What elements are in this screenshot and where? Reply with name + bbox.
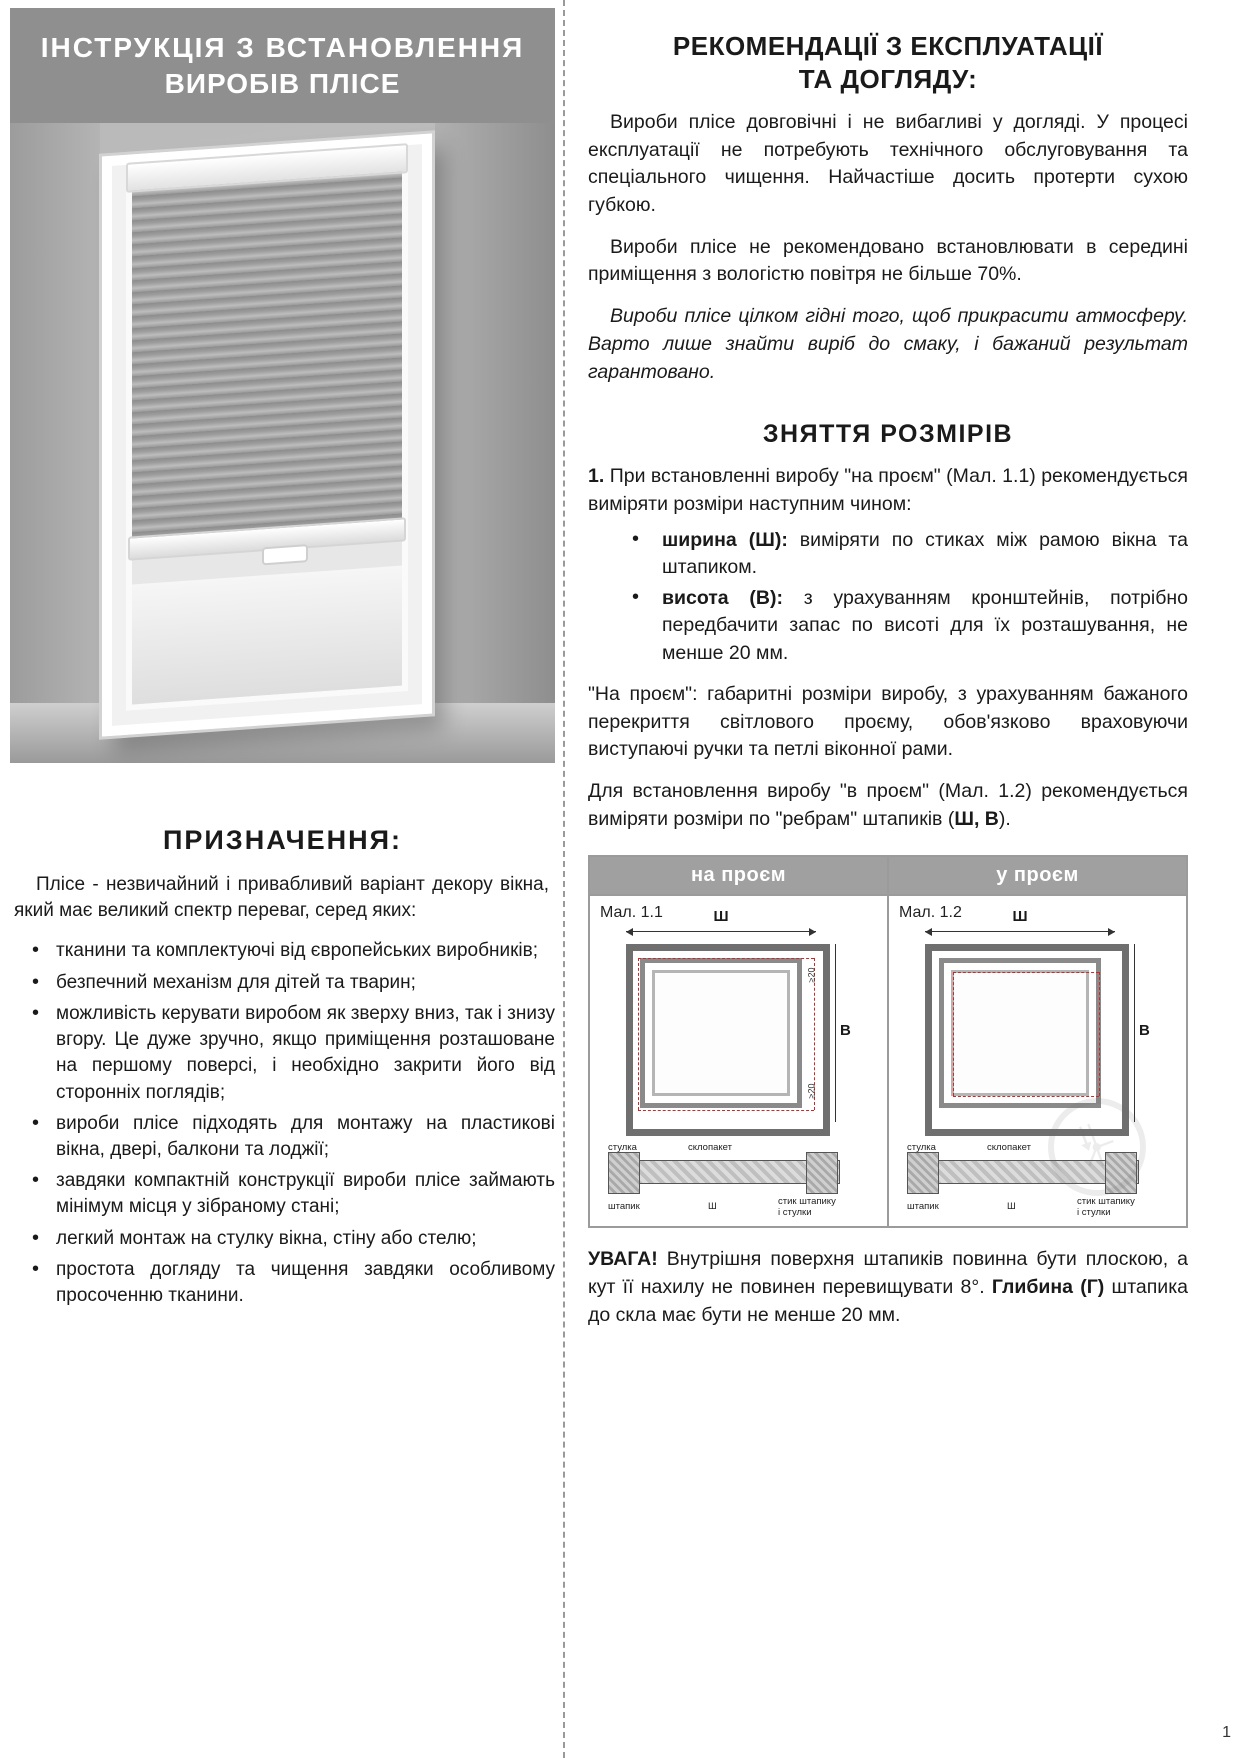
recommendations-heading-line-2: ТА ДОГЛЯДУ: [798, 63, 978, 94]
list-item: • безпечний механізм для дітей та тварин; [10, 970, 555, 996]
measurement-item-label: висота (В): [662, 587, 783, 610]
page-number: 1 [1222, 1724, 1231, 1741]
measurement-paragraph-3-c: ). [998, 807, 1011, 830]
measurement-paragraph-3-a: Для встановлення виробу "в проєм" (Мал. 1.2) рекомендується виміряти розміри по "ребрам" штапиків ( [588, 780, 1188, 830]
column-divider [563, 0, 565, 1758]
section-label-glass: склопакет [987, 1142, 1031, 1154]
photo-wall-left [10, 123, 100, 763]
recommendations-paragraph-1: Вироби пліcе довговічні і не вибагливі у догляді. У процесі експлуатації не потребують технічного обслуговування та спеціального чищення. Найчастіше досить протерти сухою губкою. [588, 111, 1188, 217]
list-item: • можливість керувати виробом як зверху вниз, так і знизу вгору. Це дуже зручно, якщо приміщення розташоване на першому поверсі, і необхідно закрити його від сторонніх поглядів; [10, 1001, 555, 1106]
attention-note [588, 1246, 1188, 1329]
list-item: • легкий монтаж на стулку вікна, стіну або стелю; [10, 1226, 555, 1252]
measurement-intro-number: 1. [588, 465, 605, 488]
title-line-1: ІНСТРУКЦІЯ З ВСТАНОВЛЕННЯ [40, 31, 525, 63]
figure-1-1 [590, 896, 887, 1226]
figure-1-1-label: Мал. 1.1 [600, 904, 663, 922]
purpose-heading: ПРИЗНАЧЕННЯ: [162, 825, 403, 855]
measurement-intro-text: При встановленні виробу "на проєм" (Мал. 1.1) рекомендується виміряти розміри наступним чином: [588, 465, 1188, 515]
overlay-line-right [1099, 972, 1100, 1096]
product-photo [10, 123, 555, 763]
purpose-list [10, 938, 555, 1309]
overlay-line-left [638, 958, 639, 1110]
measurement-paragraph-3 [588, 778, 1188, 833]
section-label-stulka: стулка [608, 1142, 637, 1154]
list-item: • вироби пліcе підходять для монтажу на пластикові вікна, двері, балкони та лоджії; [10, 1111, 555, 1163]
section-label-shtapik: штапик [608, 1201, 640, 1213]
recommendations-heading-line-1: РЕКОМЕНДАЦІЇ З ЕКСПЛУАТАЦІЇ [672, 31, 1104, 61]
right-column [588, 30, 1188, 1330]
height-dimension-line [835, 944, 836, 1122]
attention-label: УВАГА! [588, 1248, 658, 1271]
gap-label-bottom: ≥20 [806, 1084, 817, 1099]
figure-1-2 [889, 896, 1186, 1226]
figure-header-left: на проєм [590, 857, 887, 894]
window-inner [126, 159, 408, 711]
height-dimension-line [1134, 944, 1135, 1122]
recommendations-paragraph-2: Вироби пліcе не рекомендовано встановлювати в середині приміщення з вологістю повітря не більше 70%. [588, 235, 1188, 286]
measurement-list [588, 527, 1188, 667]
section-label-stulka: стулка [907, 1142, 936, 1154]
section-sash-left [907, 1152, 939, 1194]
overlay-line-top [953, 972, 1099, 973]
height-label: В [840, 1022, 851, 1040]
section-label-width: Ш [1007, 1201, 1016, 1213]
gap-label-top: ≥20 [806, 968, 817, 983]
pleated-blind-fabric [132, 166, 402, 545]
list-item: • тканини та комплектуючі від європейських виробників; [10, 938, 555, 964]
section-label-width: Ш [708, 1201, 717, 1213]
width-dimension-line [925, 931, 1115, 932]
document-title-band [10, 8, 555, 123]
blind-handle [262, 544, 308, 565]
height-label: В [1139, 1022, 1150, 1040]
section-detail [608, 1142, 838, 1219]
overlay-line-bottom [953, 1096, 1099, 1097]
measurement-item-text: виміряти по стиках між рамою вікна та штапиком. [662, 528, 1188, 578]
window-schematic [626, 944, 816, 1122]
figure-cell-right [888, 856, 1187, 895]
figure-1-2-width-dim [925, 908, 1115, 940]
list-item [588, 527, 1188, 582]
measurement-heading: ЗНЯТТЯ РОЗМІРІВ [762, 420, 1014, 449]
left-column [10, 8, 555, 1748]
purpose-intro: Пліcе - незвичайний і привабливий варіант декору вікна, який має великий спектр переваг, серед яких: [14, 874, 549, 922]
measurement-intro [588, 463, 1188, 518]
figure-1-1-width-dim [626, 908, 816, 940]
window-illustration [102, 133, 432, 736]
section-sash-left [608, 1152, 640, 1194]
width-label: Ш [1012, 908, 1028, 926]
width-label: Ш [713, 908, 729, 926]
figure-1-2-height-dim [1125, 944, 1150, 1122]
section-label-stik: стик штапику і стулки [778, 1196, 836, 1219]
measurement-item-label: ширина (Ш): [662, 528, 788, 551]
measurement-paragraph-2: "На проєм": габаритні розміри виробу, з урахуванням бажаного перекриття світлового проєму, обов'язково враховуючи виступаючі ручки та петлі віконної рами. [588, 683, 1188, 761]
section-label-shtapik: штапик [907, 1201, 939, 1213]
measurement-paragraph-3-bold: Ш, В [954, 807, 999, 830]
attention-text: Внутрішня поверхня штапиків повинна бути плоскою, а кут її нахилу не повинен перевищувати 8°. [588, 1248, 1188, 1299]
window-glazing [652, 970, 790, 1096]
list-item: • простота догляду та чищення завдяки особливому просоченню тканини. [10, 1257, 555, 1309]
figure-1-2-label: Мал. 1.2 [899, 904, 962, 922]
overlay-line-top [638, 958, 814, 959]
overlay-line-left [953, 972, 954, 1096]
figures-table [588, 855, 1188, 1228]
list-item: • завдяки компактній конструкції вироби пліcе займають мінімум місця у зібраному стані; [10, 1168, 555, 1220]
section-sash-right [806, 1152, 838, 1194]
photo-wall-right [435, 123, 555, 763]
recommendations-paragraph-3: Вироби пліcе цілком гідні того, щоб прикрасити атмосферу. Варто лише знайти виріб до смаку, і бажаний результат гарантовано. [588, 305, 1188, 383]
figure-header-right: у проєм [889, 857, 1186, 894]
figure-body-left [589, 895, 888, 1227]
figure-body-right [888, 895, 1187, 1227]
window-glass [132, 566, 402, 705]
overlay-line-bottom [638, 1110, 814, 1111]
list-item [588, 585, 1188, 667]
section-label-glass: склопакет [688, 1142, 732, 1154]
attention-depth-label: Глибина (Г) [991, 1276, 1105, 1299]
watermark-icon: ⏧ [1048, 1098, 1146, 1196]
recommendations-heading [588, 30, 1188, 95]
figure-cell-left [589, 856, 888, 895]
measurement-item-text: з урахуванням кронштейнів, потрібно передбачити запас по висоті для їх розташування, не менше 20 мм. [662, 587, 1188, 664]
attention-text-2: штапика до скла має бути не менше 20 мм. [588, 1276, 1189, 1326]
section-label-stik: стик штапику і стулки [1077, 1196, 1135, 1219]
window-glazing [951, 970, 1089, 1096]
width-dimension-line [626, 931, 816, 932]
figure-1-1-height-dim [826, 944, 851, 1122]
title-line-2: ВИРОБІВ ПЛІСЕ [164, 67, 401, 99]
